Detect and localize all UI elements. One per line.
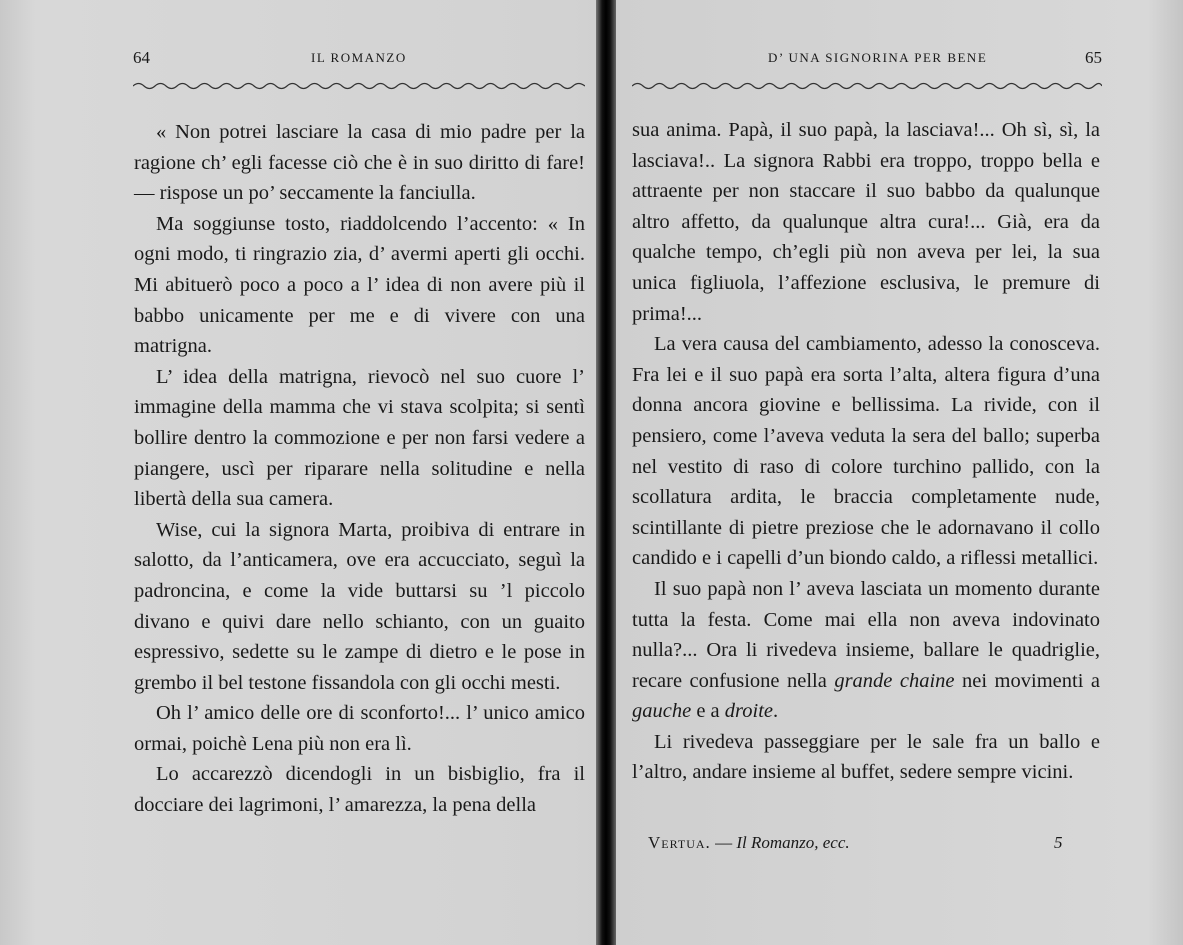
text-run: Il suo papà non l’ aveva lasciata un momento durante tutta la festa. Come mai ella non aveva indovinato nulla?... Ora li rivedeva insieme, ballare le quadriglie, recare confusione nella [632, 577, 1100, 692]
book-gutter [596, 0, 616, 945]
left-page-body [134, 117, 585, 821]
paragraph [632, 574, 1100, 727]
signature-dash: — [710, 833, 737, 852]
signature-line [648, 833, 1068, 857]
text-run: e a [691, 700, 725, 723]
left-page-header [133, 48, 585, 70]
signature-author: Vertua. [648, 833, 711, 852]
paragraph: Ma soggiunse tosto, riaddolcendo l’accento: « In ogni modo, ti ringrazio zia, d’ avermi aperti gli occhi. Mi abituerò poco a poco a l’ idea di non avere più il babbo unicamente per me e di vivere con una matrigna. [134, 212, 585, 358]
paragraph: « Non potrei lasciare la casa di mio padre per la ragione ch’ egli facesse ciò che è in suo diritto di fare! — rispose un po’ seccamente la fanciulla. [134, 121, 585, 205]
left-running-title: IL ROMANZO [311, 50, 407, 65]
left-page-number: 64 [133, 48, 150, 67]
signature-sheet-number: 5 [1054, 833, 1063, 852]
left-wavy-rule [133, 79, 585, 93]
signature-work: Il Romanzo, ecc. [736, 833, 850, 852]
signature-text [648, 833, 850, 853]
paragraph: Oh l’ amico delle ore di sconforto!... l’ unico amico ormai, poichè Lena più non era lì. [134, 702, 585, 755]
paragraph: Li rivedeva passeggiare per le sale fra un ballo e l’altro, andare insieme al buffet, sedere sempre vicini. [632, 730, 1100, 784]
right-running-title: D’ UNA SIGNORINA PER BENE [768, 50, 988, 65]
paragraph: La vera causa del cambiamento, adesso la conosceva. Fra lei e il suo papà era sorta l’alta, altera figura d’una donna ancora giovine e bellissima. La rivide, con il pensiero, come l’aveva veduta la sera del ballo; superba nel vestito di raso di colore turchino pallido, con la scollatura ardita, le braccia completamente nude, scintillante di pietre preziose che le adornavano il collo candido e i capelli d’un biondo caldo, a riflessi metallici. [632, 333, 1100, 570]
paragraph: L’ idea della matrigna, rievocò nel suo cuore l’ immagine della mamma che vi stava scolpita; si sentì bollire dentro la commozione e per non farsi vedere a piangere, uscì per riparare nella solitudine e nella libertà della sua camera. [134, 365, 585, 511]
text-run: nei movimenti a [954, 669, 1100, 692]
text-run: . [773, 700, 779, 723]
right-page-body [632, 115, 1100, 788]
italic-phrase: gauche [632, 700, 692, 723]
paragraph: Lo accarezzò dicendogli in un bisbiglio, fra il docciare dei lagrimoni, l’ amarezza, la pena della [134, 763, 585, 817]
right-page-header [632, 48, 1102, 70]
italic-phrase: droite [724, 700, 773, 723]
paragraph-continuation: sua anima. Papà, il suo papà, la lasciava!... Oh sì, sì, la lasciava!.. La signora Rabbi era troppo, troppo bella e attraente per non staccare il suo babbo da qualunque altro affetto, da qualunque altra cura!... Già, era da qualche tempo, ch’egli più non aveva per lei, la sua unica figliuola, l’affezione esclusiva, le premure di prima!... [632, 119, 1100, 325]
right-page-number: 65 [1085, 48, 1102, 67]
italic-phrase: grande chaine [834, 669, 955, 692]
paragraph: Wise, cui la signora Marta, proibiva di entrare in salotto, da l’anticamera, ove era accucciato, seguì la padroncina, e come la vide buttarsi su ’l piccolo divano e quivi dare nello schianto, con un guaito espressivo, sedette su le zampe di dietro e le pose in grembo il bel testone fissandola con gli occhi mesti. [134, 518, 585, 694]
right-page [614, 0, 1183, 945]
right-wavy-rule [632, 79, 1102, 93]
